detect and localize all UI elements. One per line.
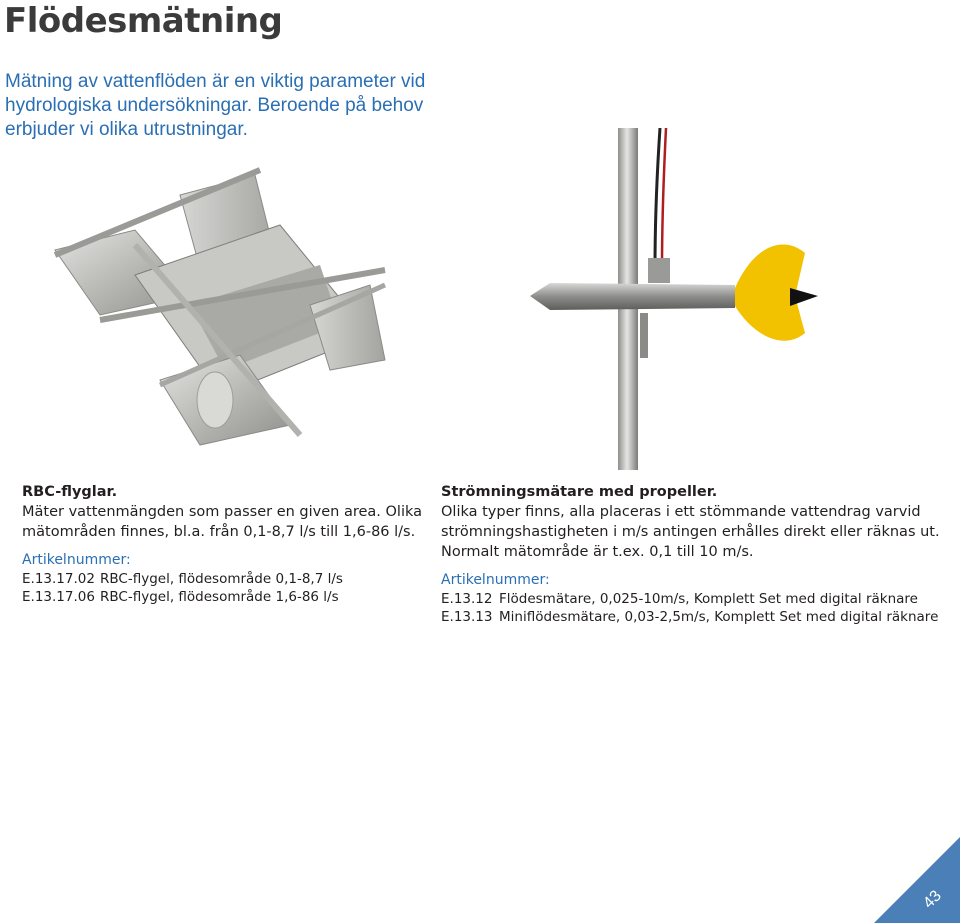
intro-text: Mätning av vattenflöden är en viktig parameter vid hydrologiska undersökningar. Beroende på behov erbjuder vi olika utrustningar. xyxy=(5,71,426,140)
section-body: Olika typer finns, alla placeras i ett stömmande vattendrag varvid strömningshastigheten i m/s antingen erhålles direkt eller räknas ut. Normalt mätområde är t.ex. 0,1 till 10 m/s. xyxy=(441,504,940,560)
section-heading: RBC-flyglar. xyxy=(22,484,118,500)
article-desc: RBC-flygel, flödesområde 0,1-8,7 l/s xyxy=(100,571,343,587)
article-row xyxy=(22,588,422,606)
article-row xyxy=(441,590,941,608)
article-desc: RBC-flygel, flödesområde 1,6-86 l/s xyxy=(100,589,339,605)
section-body: Mäter vattenmängden som passer en given area. Olika mätområden finnes, bl.a. från 0,1-8,7 l/s till 1,6-86 l/s. xyxy=(22,504,423,540)
article-row xyxy=(441,608,941,626)
article-code: E.13.13 xyxy=(441,609,493,625)
article-row xyxy=(22,570,422,588)
page-corner-triangle xyxy=(874,837,960,923)
article-code: E.13.17.06 xyxy=(22,589,95,605)
page-title: Flödesmätning xyxy=(4,1,283,41)
article-desc: Flödesmätare, 0,025-10m/s, Komplett Set med digital räknare xyxy=(499,591,918,607)
article-code: E.13.17.02 xyxy=(22,571,95,587)
article-code: E.13.12 xyxy=(441,591,493,607)
current-meter-image xyxy=(520,128,850,470)
page-number: 43 xyxy=(920,887,946,912)
section-heading: Strömningsmätare med propeller. xyxy=(441,484,718,500)
article-label: Artikelnummer: xyxy=(22,552,131,568)
article-desc: Miniflödesmätare, 0,03-2,5m/s, Komplett Set med digital räknare xyxy=(499,609,939,625)
rbc-flume-section xyxy=(22,482,422,606)
current-meter-section xyxy=(441,482,941,626)
article-label: Artikelnummer: xyxy=(441,572,550,588)
rbc-flume-image xyxy=(40,155,410,455)
